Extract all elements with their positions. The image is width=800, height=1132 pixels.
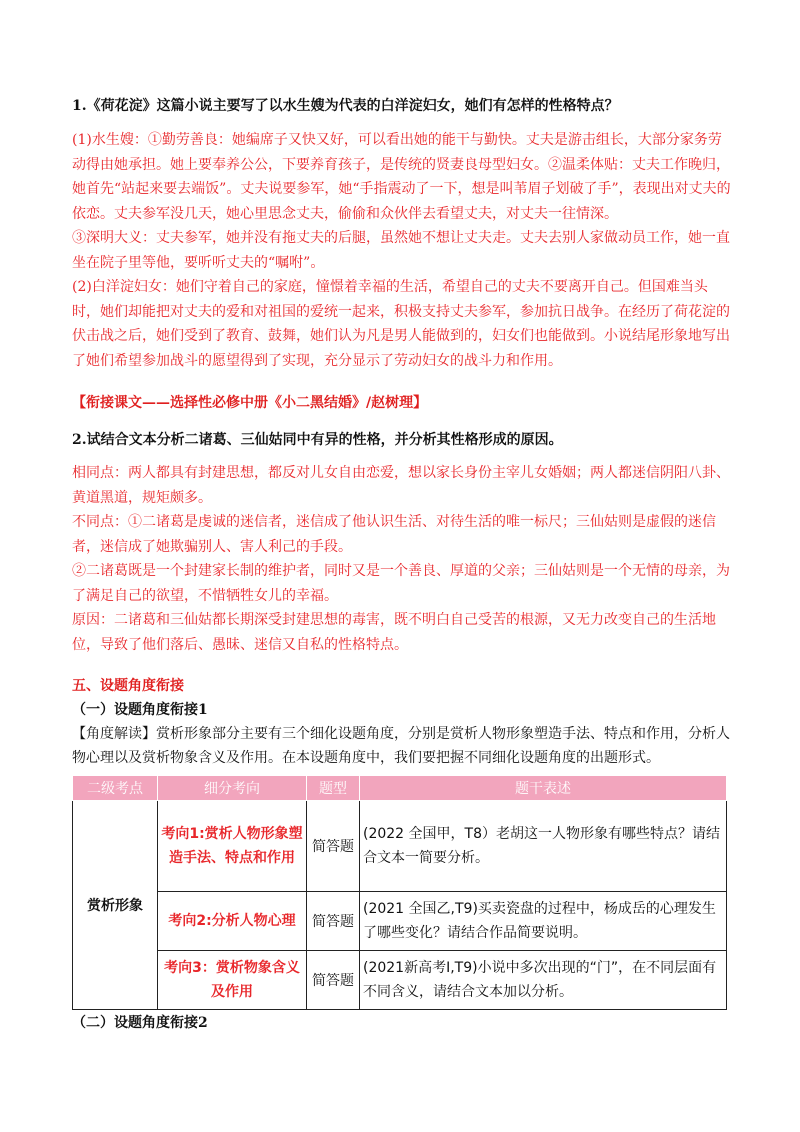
question-angle-table xyxy=(72,775,727,1010)
stem-cell: (2021 全国乙,T9)买卖瓷盘的过程中，杨成岳的心理发生了哪些变化？请结合作品简要说明。 xyxy=(360,892,727,951)
answer-1-paragraph: ③深明大义：丈夫参军，她并没有拖丈夫的后腿，虽然她不想让丈夫走。丈夫去别人家做动员工作，她一直坐在院子里等他，要听听丈夫的“嘱咐”。 xyxy=(72,230,730,271)
level-point-cell: 赏析形象 xyxy=(73,801,158,1010)
stem-cell: (2022 全国甲，T8）老胡这一人物形象有哪些特点？请结合文本一简要分析。 xyxy=(360,801,727,892)
type-cell: 简答题 xyxy=(307,892,360,951)
table-header-cell: 题干表述 xyxy=(360,776,727,801)
table-header-row xyxy=(73,776,727,801)
section-heading: 五、设题角度衔接 xyxy=(72,678,184,694)
table-row xyxy=(73,892,727,951)
answer-2 xyxy=(72,461,732,657)
question-2: 2.试结合文本分析二诸葛、三仙姑同中有异的性格，并分析其性格形成的原因。 xyxy=(72,432,563,448)
answer-2-paragraph: 原因：二诸葛和三仙姑都长期深受封建思想的毒害，既不明白自己受苦的根源，又无力改变自己的生活地位，导致了他们落后、愚昧、迷信又自私的性格特点。 xyxy=(72,612,716,653)
answer-2-paragraph: ②二诸葛既是一个封建家长制的维护者，同时又是一个善良、厚道的父亲；三仙姑则是一个无情的母亲，为了满足自己的欲望，不惜牺牲女儿的幸福。 xyxy=(72,563,730,604)
table-row xyxy=(73,801,727,892)
answer-1 xyxy=(72,128,732,373)
question-1: 1.《荷花淀》这篇小说主要写了以水生嫂为代表的白洋淀妇女，她们有怎样的性格特点？ xyxy=(72,98,619,114)
direction-cell: 考向2:分析人物心理 xyxy=(158,892,307,951)
linked-text-title: 【衔接课文——选择性必修中册《小二黑结婚》/赵树理】 xyxy=(72,395,428,411)
type-cell: 简答题 xyxy=(307,951,360,1010)
subsection-heading-1: （一）设题角度衔接1 xyxy=(72,702,208,718)
direction-cell: 考向1:赏析人物形象塑造手法、特点和作用 xyxy=(158,801,307,892)
table-header-cell: 二级考点 xyxy=(73,776,158,801)
stem-cell: (2021新高考Ⅰ,T9)小说中多次出现的“门”，在不同层面有不同含义，请结合文本加以分析。 xyxy=(360,951,727,1010)
angle-interpretation: 【角度解读】赏析形象部分主要有三个细化设题角度，分别是赏析人物形象塑造手法、特点和作用，分析人物心理以及赏析物象含义及作用。在本设题角度中，我们要把握不同细化设题角度的出题形式。 xyxy=(72,726,730,766)
table-row xyxy=(73,951,727,1010)
subsection-heading-2: （二）设题角度衔接2 xyxy=(72,1015,208,1031)
answer-2-paragraph: 相同点：两人都具有封建思想，都反对儿女自由恋爱，想以家长身份主宰儿女婚姻；两人都迷信阴阳八卦、黄道黑道，规矩颇多。 xyxy=(72,465,730,506)
answer-1-paragraph: (1)水生嫂：①勤劳善良：她编席子又快又好，可以看出她的能干与勤快。丈夫是游击组长，大部分家务劳动得由她承担。她上要奉养公公，下要养育孩子，是传统的贤妻良母型妇女。②温柔体贴：丈夫工作晚归，她首先“站起来要去端饭”。丈夫说要参军，她“手指震动了一下，想是叫苇眉子划破了手”，表现出对丈夫的依恋。丈夫参军没几天，她心里思念丈夫，偷偷和众伙伴去看望丈夫，对丈夫一往情深。 xyxy=(72,132,731,222)
direction-cell: 考向3：赏析物象含义及作用 xyxy=(158,951,307,1010)
type-cell: 简答题 xyxy=(307,801,360,892)
answer-1-paragraph: (2)白洋淀妇女：她们守着自己的家庭，憧憬着幸福的生活，希望自己的丈夫不要离开自己。但国难当头时，她们却能把对丈夫的爱和对祖国的爱统一起来，积极支持丈夫参军，参加抗日战争。在经历了荷花淀的伏击战之后，她们受到了教育、鼓舞，她们认为凡是男人能做到的，妇女们也能做到。小说结尾形象地写出了她们希望参加战斗的愿望得到了实现，充分显示了劳动妇女的战斗力和作用。 xyxy=(72,279,730,369)
table-header-cell: 题型 xyxy=(307,776,360,801)
answer-2-paragraph: 不同点：①二诸葛是虔诚的迷信者，迷信成了他认识生活、对待生活的唯一标尺；三仙姑则是虚假的迷信者，迷信成了她欺骗别人、害人利己的手段。 xyxy=(72,514,716,555)
table-header-cell: 细分考向 xyxy=(158,776,307,801)
